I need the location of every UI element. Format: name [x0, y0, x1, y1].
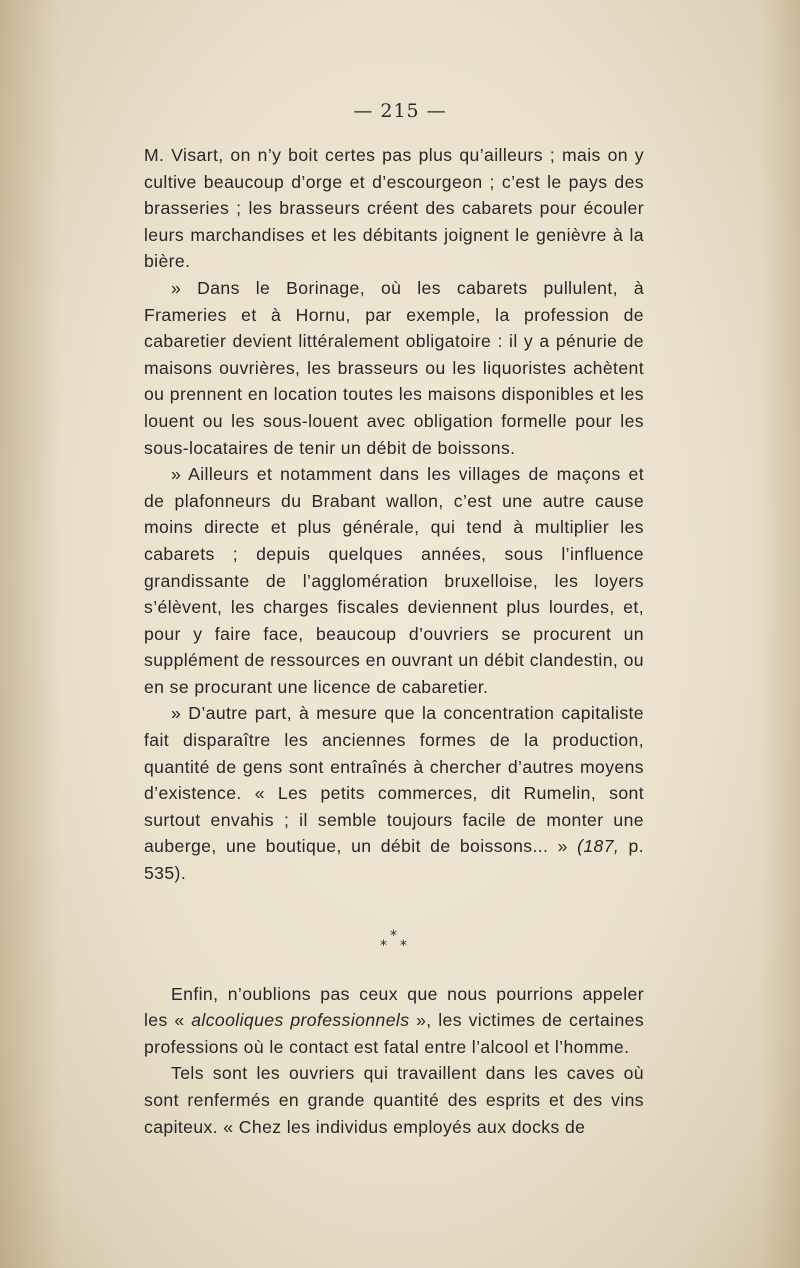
asterism-separator [374, 929, 414, 955]
asterism-star: * [400, 937, 408, 954]
asterism-star: * [390, 927, 398, 944]
asterism-star: * [380, 937, 388, 954]
paragraph-4 [144, 700, 644, 886]
page-shadow-left [0, 0, 60, 1268]
citation-reference: (187, [577, 836, 620, 857]
body-text [144, 142, 644, 1140]
closing-paragraph-end: », les victimes de certaines professions où le contact est fatal entre l’alcool et l’homme. [144, 1010, 645, 1057]
page-number: — 215 — [353, 100, 447, 122]
citation-page: p. 535). [144, 836, 644, 884]
final-paragraph: Tels sont les ouvriers qui travaillent dans les caves où sont renfermés en grande quantité des esprits et des vins capiteux. « Chez les individus employés aux docks de [144, 1063, 644, 1137]
paragraph-2: » Dans le Borinage, où les cabarets pullulent, à Frameries et à Hornu, par exemple, la profession de cabaretier devient littéralement obligatoire : il y a pénurie de maisons ouvrières, les brasseurs ou les liquoristes achètent ou prennent en location toutes les maisons disponibles et les louent ou les sous-louent avec obligation formelle pour les sous-locataires de tenir un débit de boissons. [144, 277, 644, 458]
italic-term: alcooliques professionnels [191, 1010, 410, 1031]
closing-paragraph [144, 981, 644, 1061]
closing-paragraph-start: Enfin, n’oublions pas ceux que nous pourrions appeler les « [144, 983, 644, 1031]
paragraph-3: » Ailleurs et notamment dans les villages de maçons et de plafonneurs du Brabant wallon, c’est une autre cause moins directe et plus générale, qui tend à multiplier les cabarets ; depuis quelques années, sous l’influence grandissante de l’agglomération bruxelloise, les loyers s’élèvent, les charges fiscales deviennent plus lourdes, et, pour y faire face, beaucoup d’ouvriers se procurent un supplément de ressources en ouvrant un débit clandestin, ou en se procurant une licence de cabaretier. [144, 464, 644, 697]
page-shadow-right [760, 0, 800, 1268]
paragraph-4-text: » D’autre part, à mesure que la concentration capitaliste fait disparaître les anciennes formes de la production, quantité de gens sont entraînés à chercher d’autres moyens d’existence. « Les petits commerces, dit Rumelin, sont surtout envahis ; il semble toujours facile de monter une auberge, une boutique, un débit de boissons... » [144, 703, 644, 857]
paragraph-1: M. Visart, on n’y boit certes pas plus qu’ailleurs ; mais on y cultive beaucoup d’orge et d’escourgeon ; c’est le pays des brasseries ; les brasseurs créent des cabarets pour écouler leurs marchandises et les débitants joignent le genièvre à la bière. [144, 145, 644, 272]
